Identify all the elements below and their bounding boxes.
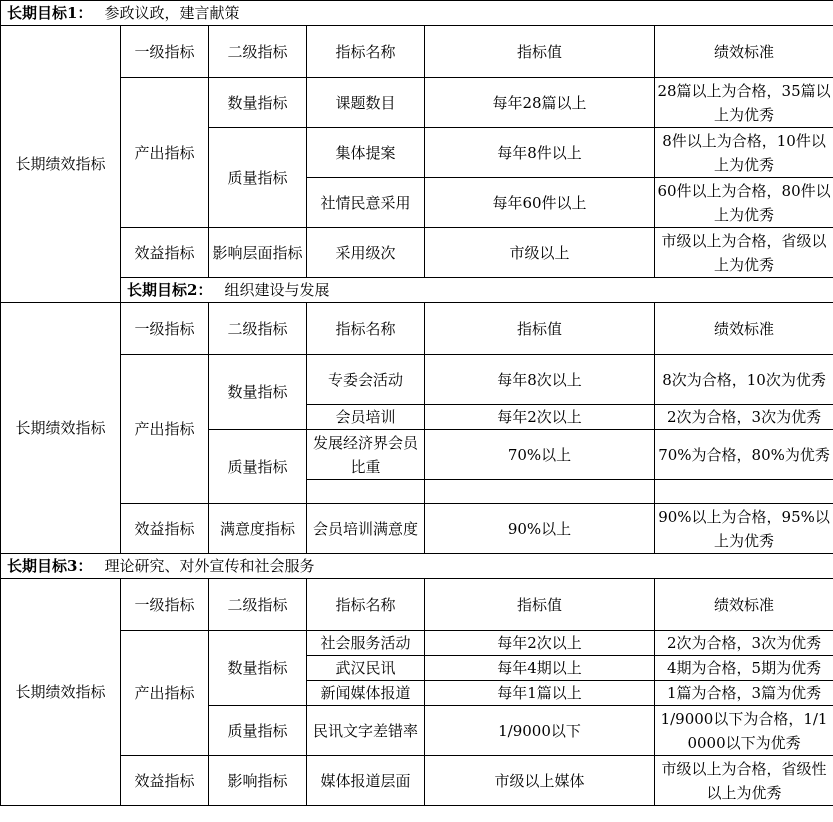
indicator-name: 课题数目 bbox=[307, 78, 425, 128]
goal-header bbox=[121, 278, 833, 303]
table-row bbox=[1, 756, 833, 806]
table-row bbox=[1, 631, 833, 656]
indicator-value: 1/9000以下 bbox=[425, 706, 655, 756]
column-header-name: 指标名称 bbox=[307, 26, 425, 78]
column-header-standard: 绩效标准 bbox=[655, 26, 833, 78]
indicator-value: 每年4期以上 bbox=[425, 656, 655, 681]
level2-indicator: 数量指标 bbox=[209, 631, 307, 706]
column-header-standard: 绩效标准 bbox=[655, 579, 833, 631]
performance-standard: 1/9000以下为合格，1/10000以下为优秀 bbox=[655, 706, 833, 756]
indicator-value: 每年2次以上 bbox=[425, 405, 655, 430]
indicator-value: 市级以上媒体 bbox=[425, 756, 655, 806]
indicator-name: 武汉民讯 bbox=[307, 656, 425, 681]
indicator-value bbox=[425, 480, 655, 504]
performance-standard: 70%为合格，80%为优秀 bbox=[655, 430, 833, 480]
performance-standard: 28篇以上为合格，35篇以上为优秀 bbox=[655, 78, 833, 128]
period-label: 长期绩效指标 bbox=[1, 303, 121, 554]
indicator-value: 每年8次以上 bbox=[425, 355, 655, 405]
performance-standard: 2次为合格，3次为优秀 bbox=[655, 631, 833, 656]
indicator-value: 每年28篇以上 bbox=[425, 78, 655, 128]
column-header-value: 指标值 bbox=[425, 579, 655, 631]
performance-standard: 8次为合格，10次为优秀 bbox=[655, 355, 833, 405]
indicator-name: 集体提案 bbox=[307, 128, 425, 178]
column-header-level2: 二级指标 bbox=[209, 579, 307, 631]
column-header-level2: 二级指标 bbox=[209, 303, 307, 355]
indicator-value: 每年1篇以上 bbox=[425, 681, 655, 706]
indicator-name: 媒体报道层面 bbox=[307, 756, 425, 806]
goal-label: 长期目标1： bbox=[7, 4, 93, 22]
goal-header bbox=[1, 554, 833, 579]
column-header-standard: 绩效标准 bbox=[655, 303, 833, 355]
performance-standard: 60件以上为合格，80件以上为优秀 bbox=[655, 178, 833, 228]
indicator-name bbox=[307, 480, 425, 504]
column-header-row bbox=[1, 303, 833, 355]
level1-indicator: 效益指标 bbox=[121, 228, 209, 278]
performance-standard: 4期为合格，5期为优秀 bbox=[655, 656, 833, 681]
indicator-name: 新闻媒体报道 bbox=[307, 681, 425, 706]
level1-indicator: 产出指标 bbox=[121, 631, 209, 756]
column-header-row bbox=[1, 579, 833, 631]
performance-standard: 市级以上为合格，省级性以上为优秀 bbox=[655, 756, 833, 806]
level2-indicator: 质量指标 bbox=[209, 430, 307, 504]
indicator-value: 市级以上 bbox=[425, 228, 655, 278]
goal-title: 理论研究、对外宣传和社会服务 bbox=[104, 557, 315, 575]
column-header-name: 指标名称 bbox=[307, 579, 425, 631]
indicator-name: 社会服务活动 bbox=[307, 631, 425, 656]
column-header-value: 指标值 bbox=[425, 303, 655, 355]
period-label: 长期绩效指标 bbox=[1, 579, 121, 806]
indicator-value: 90%以上 bbox=[425, 504, 655, 554]
level2-indicator: 数量指标 bbox=[209, 78, 307, 128]
indicator-name: 采用级次 bbox=[307, 228, 425, 278]
indicator-name: 发展经济界会员比重 bbox=[307, 430, 425, 480]
level1-indicator: 产出指标 bbox=[121, 355, 209, 504]
goal-header-row bbox=[1, 554, 833, 579]
level1-indicator: 效益指标 bbox=[121, 756, 209, 806]
indicator-name: 社情民意采用 bbox=[307, 178, 425, 228]
table-row bbox=[1, 78, 833, 128]
indicator-value: 每年60件以上 bbox=[425, 178, 655, 228]
column-header-level1: 一级指标 bbox=[121, 26, 209, 78]
level2-indicator: 满意度指标 bbox=[209, 504, 307, 554]
indicator-name: 民讯文字差错率 bbox=[307, 706, 425, 756]
level2-indicator: 质量指标 bbox=[209, 128, 307, 228]
table-row bbox=[1, 504, 833, 554]
goal-label: 长期目标2： bbox=[127, 281, 213, 299]
performance-standard: 2次为合格，3次为优秀 bbox=[655, 405, 833, 430]
goal-header bbox=[1, 1, 833, 26]
column-header-row bbox=[1, 26, 833, 78]
level2-indicator: 质量指标 bbox=[209, 706, 307, 756]
indicator-value: 每年8件以上 bbox=[425, 128, 655, 178]
indicator-value: 70%以上 bbox=[425, 430, 655, 480]
table-row bbox=[1, 355, 833, 405]
performance-standard bbox=[655, 480, 833, 504]
performance-standard: 1篇为合格，3篇为优秀 bbox=[655, 681, 833, 706]
column-header-name: 指标名称 bbox=[307, 303, 425, 355]
indicator-name: 会员培训满意度 bbox=[307, 504, 425, 554]
level2-indicator: 数量指标 bbox=[209, 355, 307, 430]
column-header-level1: 一级指标 bbox=[121, 303, 209, 355]
indicator-value: 每年2次以上 bbox=[425, 631, 655, 656]
level2-indicator: 影响层面指标 bbox=[209, 228, 307, 278]
level2-indicator: 影响指标 bbox=[209, 756, 307, 806]
goal-label: 长期目标3： bbox=[7, 557, 93, 575]
period-label: 长期绩效指标 bbox=[1, 26, 121, 303]
indicator-name: 专委会活动 bbox=[307, 355, 425, 405]
level1-indicator: 产出指标 bbox=[121, 78, 209, 228]
performance-standard: 8件以上为合格，10件以上为优秀 bbox=[655, 128, 833, 178]
level1-indicator: 效益指标 bbox=[121, 504, 209, 554]
indicator-name: 会员培训 bbox=[307, 405, 425, 430]
table-row bbox=[1, 228, 833, 278]
goal-header-row bbox=[1, 278, 833, 303]
performance-standard: 市级以上为合格，省级以上为优秀 bbox=[655, 228, 833, 278]
goal-title: 组织建设与发展 bbox=[224, 281, 330, 299]
column-header-value: 指标值 bbox=[425, 26, 655, 78]
goal-header-row bbox=[1, 1, 833, 26]
performance-standard: 90%以上为合格，95%以上为优秀 bbox=[655, 504, 833, 554]
column-header-level1: 一级指标 bbox=[121, 579, 209, 631]
goal-title: 参政议政，建言献策 bbox=[104, 4, 240, 22]
column-header-level2: 二级指标 bbox=[209, 26, 307, 78]
